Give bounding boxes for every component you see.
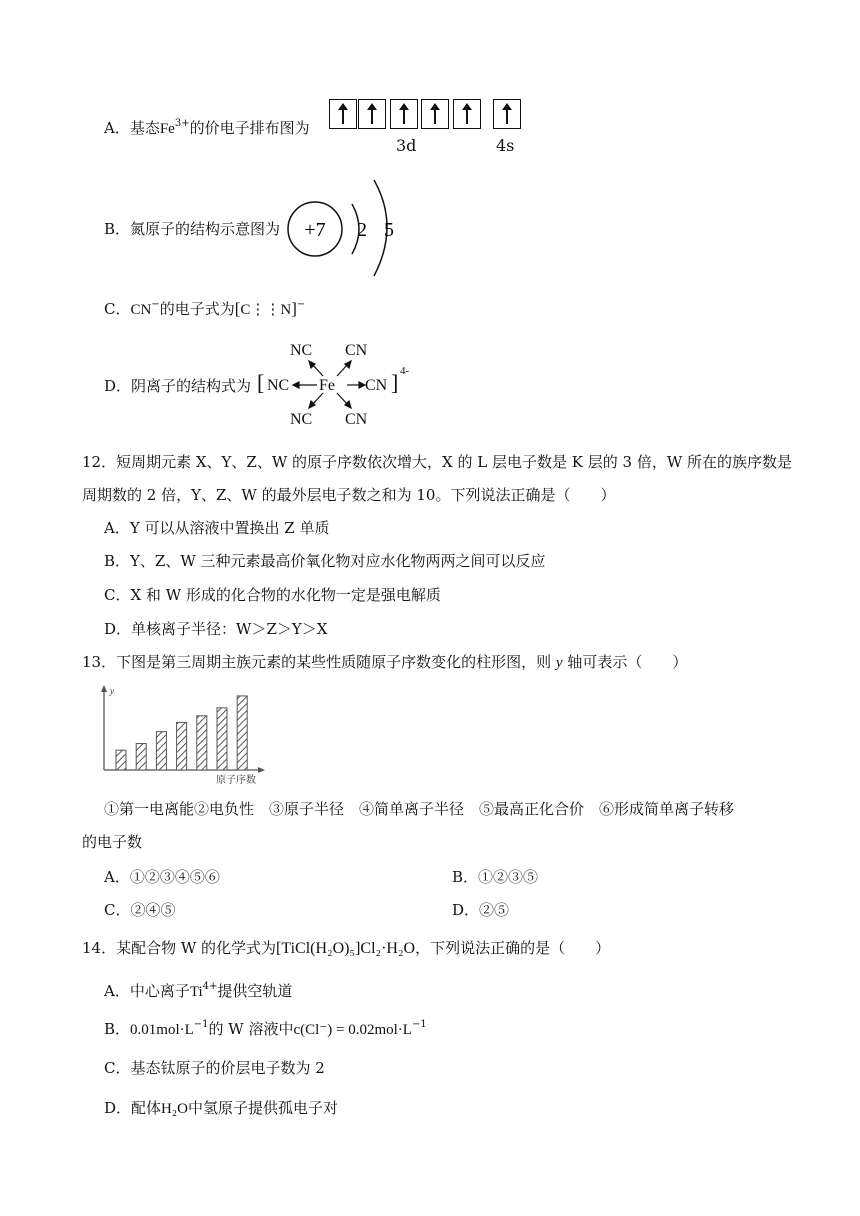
q13-items-line2: 的电子数: [82, 833, 143, 851]
q13-option-d: D．②⑤: [452, 901, 510, 919]
label-3d: 3d: [396, 136, 417, 155]
svg-text:NC: NC: [267, 377, 290, 394]
y-axis-arrow-icon: [101, 685, 107, 692]
shell-2-electrons: 5: [384, 219, 394, 241]
q13-stem: 13．下图是第三周期主族元素的某些性质随原子序数变化的柱形图，则 y 轴可表示（ ）: [82, 653, 688, 671]
q11-option-d: D．阴离子的结构式为: [104, 377, 252, 395]
q12-option-d: D．单核离子半径：W＞Z＞Y＞X: [104, 620, 328, 638]
x-axis-arrow-icon: [258, 767, 265, 773]
x-axis-label: 原子序数: [216, 775, 256, 784]
q12-option-a: A．Y 可以从溶液中置换出 Z 单质: [104, 519, 330, 537]
q12-option-c: C．X 和 W 形成的化合物的水化物一定是强电解质: [104, 586, 441, 604]
nitrogen-atom-diagram: [280, 174, 410, 278]
bar-2: [136, 744, 146, 770]
bar-3: [156, 732, 166, 770]
bar-5: [197, 716, 207, 770]
q14-option-a: A．中心离子$Ti^{4+}$提供空轨道: [104, 981, 293, 1000]
svg-text:[: [: [257, 370, 265, 395]
q14-option-b: B．$0.01mol\cdot L^{-1}$的 W 溶液中$c(Cl^-) = 0.02mol\cdot L^{-1}$: [104, 1019, 427, 1038]
q14-option-c: C．基态钛原子的价层电子数为 2: [104, 1059, 325, 1077]
nucleus-charge: +7: [304, 219, 326, 241]
svg-text:CN: CN: [345, 411, 368, 428]
svg-text:CN: CN: [345, 342, 368, 359]
q13-option-b: B．①②③⑤: [452, 868, 539, 886]
shell-1-electrons: 2: [357, 219, 367, 241]
q13-option-c: C．②④⑤: [104, 901, 176, 919]
y-axis-label: y: [110, 686, 114, 696]
q13-option-a: A．①②③④⑤⑥: [104, 868, 220, 886]
q11-option-a: A．基态$Fe^{3+}$的价电子排布图为: [104, 118, 310, 137]
q13-items-line1: ①第一电离能②电负性 ③原子半径 ④简单离子半径 ⑤最高正化合价 ⑥形成简单离子转移: [104, 800, 735, 818]
property-bar-chart: [96, 684, 266, 784]
svg-text:CN: CN: [365, 377, 388, 394]
svg-text:NC: NC: [290, 411, 313, 428]
q11-option-b: B．氮原子的结构示意图为: [104, 220, 281, 238]
svg-text:Fe: Fe: [319, 377, 335, 394]
bar-1: [116, 750, 126, 770]
q12-stem-line1: 12．短周期元素 X、Y、Z、W 的原子序数依次增大，X 的 L 层电子数是 K 层的 3 倍，W 所在的族序数是: [82, 453, 792, 471]
cn-electron-formula: C⋮⋮N: [240, 302, 292, 318]
bar-4: [177, 722, 187, 770]
bar-7: [237, 696, 247, 770]
svg-text:]: ]: [391, 370, 399, 395]
label-4s: 4s: [496, 136, 515, 155]
q14-stem: 14．某配合物 W 的化学式为[TiCl(H₂O)₅]Cl₂·H₂O，下列说法正确的是（ ）: [82, 939, 611, 957]
svg-text:NC: NC: [290, 342, 313, 359]
q12-stem-line2: 周期数的 2 倍，Y、Z、W 的最外层电子数之和为 10。下列说法正确是（ ）: [82, 486, 616, 504]
bar-6: [217, 708, 227, 770]
q14-option-d: D．配体H₂O中氢原子提供孤电子对: [104, 1099, 338, 1117]
ferrocyanide-structure: [255, 338, 425, 430]
svg-text:4-: 4-: [400, 365, 410, 377]
q14-formula: [TiCl(H₂O)₅]Cl₂·H₂O: [276, 940, 416, 957]
q12-option-b: B．Y、Z、W 三种元素最高价氧化物对应水化物两两之间可以反应: [104, 552, 546, 570]
q11-option-c: C．CN−的电子式为[C⋮⋮N]−: [104, 299, 306, 318]
